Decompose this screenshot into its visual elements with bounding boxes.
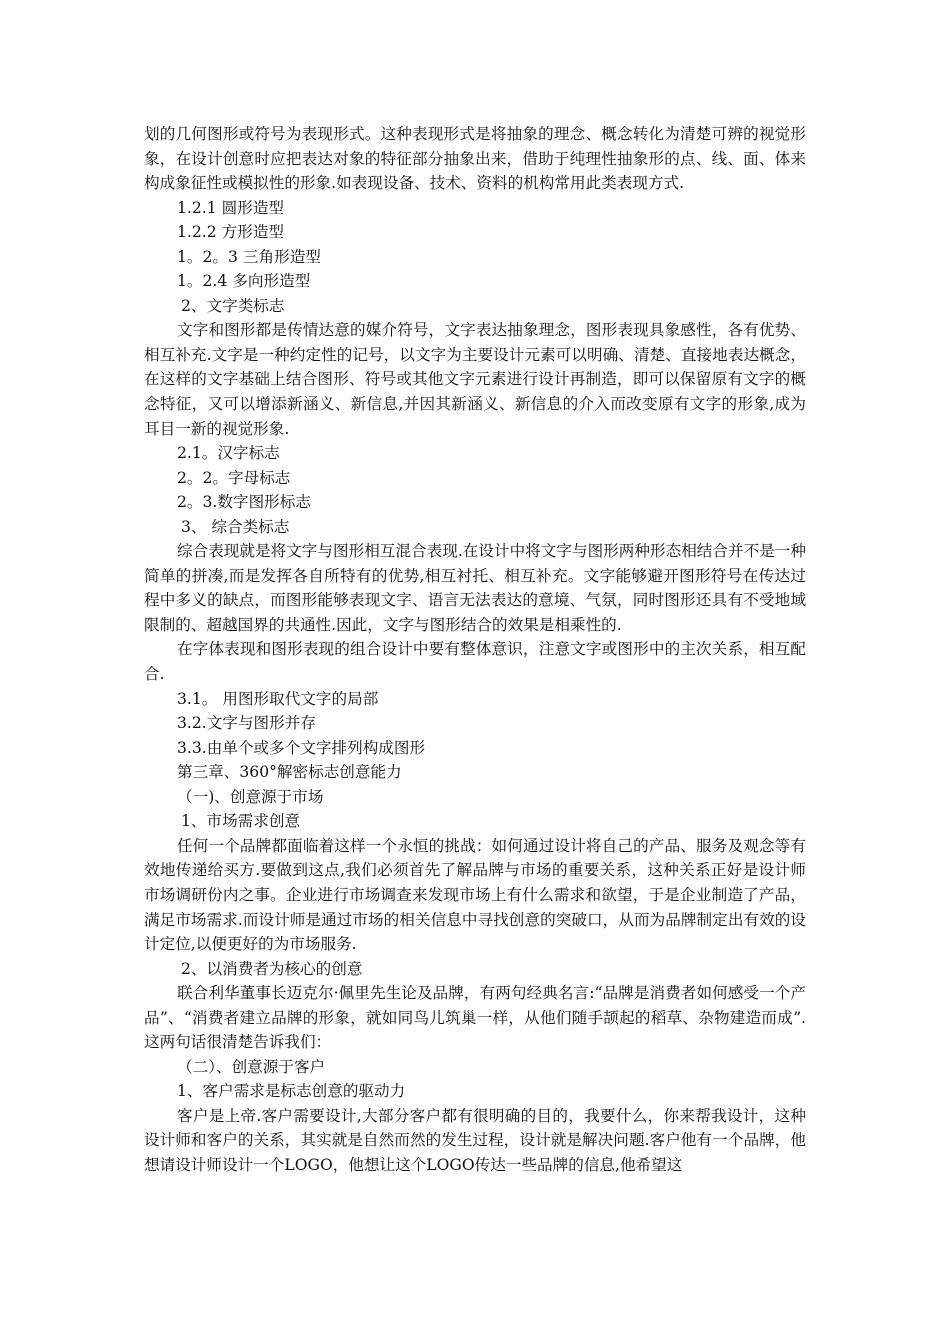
heading-composite-logo: 3、 综合类标志 bbox=[181, 517, 290, 536]
heading-consumer-core: 2、以消费者为核心的创意 bbox=[181, 959, 363, 978]
heading-creativity-from-market: （一)、创意源于市场 bbox=[177, 787, 324, 806]
paragraph-text-and-graphics: 文字和图形都是传情达意的媒介符号，文字表达抽象理念，图形表现具象感性，各有优势、相互补充.文字是一种约定性的记号，以文字为主要设计元素可以明确、清楚、直接地表达概念，在这样的文字基础上结合图形、符号或其他文字元素进行设计再制造，即可以保留原有文字的概念特征，又可以增添新涵义、新信息,并因其新涵义、新信息的介入而改变原有文字的形象,成为耳目一新的视觉形象. bbox=[144, 321, 806, 438]
heading-3-3: 3.3.由单个或多个文字排列构成图形 bbox=[177, 738, 426, 757]
heading-client-demand: 1、客户需求是标志创意的驱动力 bbox=[177, 1082, 406, 1101]
heading-2-2: 2。2。字母标志 bbox=[177, 468, 291, 487]
paragraph-combination-design: 在字体表现和图形表现的组合设计中要有整体意识，注意文字或图形中的主次关系，相互配合. bbox=[144, 640, 806, 684]
heading-1-2-2: 1.2.2 方形造型 bbox=[177, 223, 285, 242]
heading-text-logo: 2、文字类标志 bbox=[181, 296, 285, 315]
heading-2-1: 2.1。汉字标志 bbox=[177, 444, 280, 463]
heading-creativity-from-client: （二）、创意源于客户 bbox=[177, 1057, 326, 1076]
heading-1-2-1: 1.2.1 圆形造型 bbox=[177, 198, 285, 217]
heading-market-demand: 1、市场需求创意 bbox=[181, 812, 301, 831]
heading-3-1: 3.1。 用图形取代文字的局部 bbox=[177, 689, 379, 708]
paragraph-brand-challenge: 任何一个品牌都面临着这样一个永恒的挑战：如何通过设计将自己的产品、服务及观念等有效地传递给买方.要做到这点,我们必须首先了解品牌与市场的重要关系，这种关系正好是设计师市场调研份内之事。企业进行市场调查来发现市场上有什么需求和欲望，于是企业制造了产品，满足市场需求.而设计师是通过市场的相关信息中寻找创意的突破口，从而为品牌制定出有效的设计定位,以便更好的为市场服务. bbox=[144, 836, 806, 954]
heading-3-2: 3.2.文字与图形并存 bbox=[177, 714, 316, 733]
paragraph-unilever-quote: 联合利华董事长迈克尔·佩里先生论及品牌，有两句经典名言:“品牌是消费者如何感受一个产品”、“消费者建立品牌的形象，就如同鸟儿筑巢一样，从他们随手颉起的稻草、杂物建造而成”.这两句话很清楚告诉我们： bbox=[144, 984, 806, 1052]
heading-1-2-4: 1。2.4 多向形造型 bbox=[177, 272, 311, 291]
paragraph-abstract-shapes: 划的几何图形或符号为表现形式。这种表现形式是将抽象的理念、概念转化为清楚可辨的视觉形象，在设计创意时应把表达对象的特征部分抽象出来，借助于纯理性抽象形的点、线、面、体来构成象征性或模拟性的形象.如表现设备、技术、资料的机构常用此类表现方式. bbox=[144, 125, 806, 193]
heading-2-3: 2。3.数字图形标志 bbox=[177, 493, 311, 512]
paragraph-client-god: 客户是上帝.客户需要设计,大部分客户都有很明确的目的，我要什么，你来帮我设计，这种设计师和客户的关系，其实就是自然而然的发生过程，设计就是解决问题.客户他有一个品牌，他想请设计师设计一个LOGO，他想让这个LOGO传达一些品牌的信息,他希望这 bbox=[144, 1106, 806, 1174]
paragraph-composite-expression: 综合表现就是将文字与图形相互混合表现.在设计中将文字与图形两种形态相结合并不是一种简单的拼凑,而是发挥各自所特有的优势,相互衬托、相互补充。文字能够避开图形符号在传达过程中多义的缺点，而图形能够表现文字、语言无法表达的意境、气氛，同时图形还具有不受地域限制的、超越国界的共通性.因此，文字与图形结合的效果是相乘性的. bbox=[144, 542, 806, 634]
heading-1-2-3: 1。2。3 三角形造型 bbox=[177, 247, 321, 266]
document-page bbox=[144, 122, 806, 1178]
heading-chapter-3: 第三章、360°解密标志创意能力 bbox=[177, 763, 402, 782]
